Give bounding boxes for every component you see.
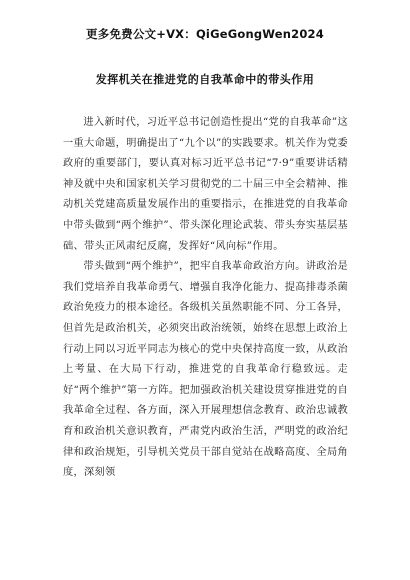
document-body bbox=[63, 113, 348, 484]
paragraph: 带头做到“两个维护”，把牢自我革命政治方向。讲政治是我们党培养自我革命勇气、增强自我净化能力、提高排毒杀菌政治免疫力的根本途径。各级机关虽然职能不同、分工各异，但首先是政治机关，必须突出政治统领，始终在思想上政治上行动上同以习近平同志为核心的党中央保持高度一致，从政治上考量、在大局下行动，推进党的自我革命行稳致远。走好“两个维护”第一方阵。把加强政治机关建设贯穿推进党的自我革命全过程、各方面，深入开展理想信念教育、政治忠诚教育和政治机关意识教育，严肃党内政治生活，严明党的政治纪律和政治规矩，引导机关党员干部自觉站在战略高度、全局角度，深刻领 bbox=[63, 261, 348, 479]
paragraph: 进入新时代，习近平总书记创造性提出“党的自我革命”这一重大命题，明确提出了“九个以”的实践要求。机关作为党委政府的重要部门，要认真对标习近平总书记“7·9”重要讲话精神及就中央和国家机关学习贯彻党的二十届三中全会精神、推动机关党建高质量发展作出的重要指示，在推进党的自我革命中带头做到“两个维护”、带头深化理论武装、带头夯实基层基础、带头正风肃纪反腐，发挥好“风向标”作用。 bbox=[63, 117, 348, 252]
document-title: 发挥机关在推进党的自我革命中的带头作用 bbox=[95, 73, 315, 86]
document-header: 更多免费公文+VX：QiGeGongWen2024 bbox=[86, 27, 324, 41]
